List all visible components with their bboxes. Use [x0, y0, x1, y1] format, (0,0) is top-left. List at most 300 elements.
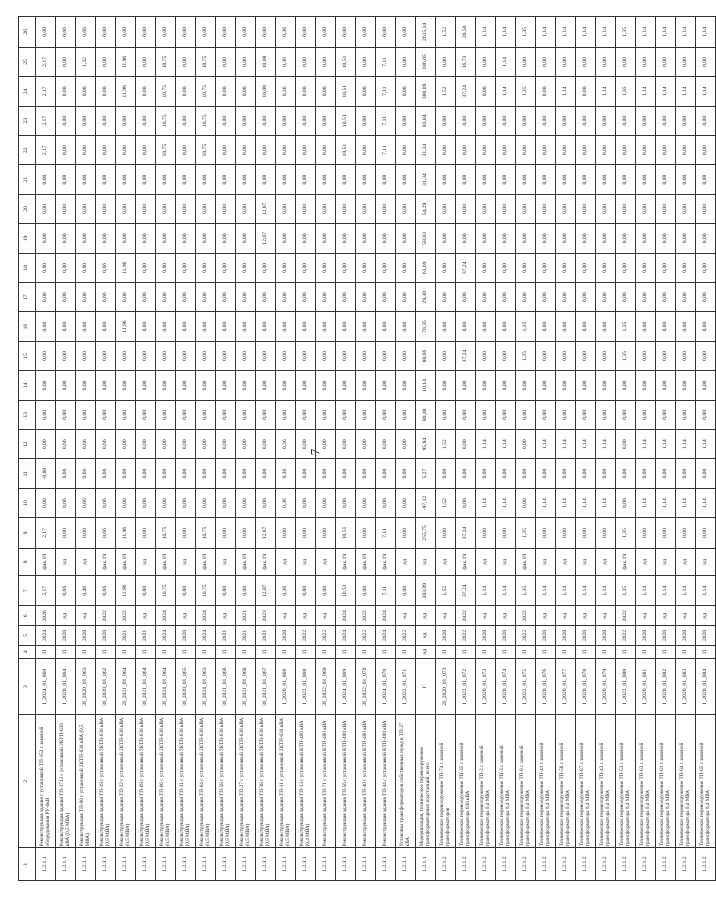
value-cell: 0,00 — [596, 518, 616, 549]
value-cell: 0,00 — [76, 224, 96, 253]
value-cell: 0,00 — [36, 488, 56, 517]
project-id-cell: 3I_2021_01_067 — [256, 658, 276, 715]
value-cell: 0,00 — [496, 283, 516, 312]
value-cell: 0,00 — [336, 194, 356, 223]
value-cell: 0,00 — [96, 135, 116, 164]
row-index-cell: 1.2.3.1 — [196, 848, 216, 881]
column-number-header: 12 — [19, 430, 36, 459]
row-index-cell: 1.2.1.2 — [596, 848, 616, 881]
value-cell: 0,00 — [636, 400, 656, 429]
value-cell: 0,00 — [616, 165, 636, 194]
value-cell: 10,75 — [196, 575, 216, 606]
value-cell: П — [136, 645, 156, 658]
table-row — [396, 17, 416, 881]
value-cell: 37,24 — [456, 253, 476, 282]
value-cell: 0,00 — [576, 224, 596, 253]
value-cell: 0,00 — [176, 135, 196, 164]
value-cell: 0,00 — [376, 165, 396, 194]
row-index-cell: 1.2.1.2 — [476, 848, 496, 881]
value-cell: 1,52 — [436, 488, 456, 517]
value-cell: 0,00 — [696, 283, 716, 312]
value-cell: 1,35 — [516, 518, 536, 549]
value-cell: 1,14 — [576, 17, 596, 48]
value-cell: нд — [696, 548, 716, 575]
value-cell: 20,50 — [456, 17, 476, 48]
row-index-cell: 1.2.1.2 — [436, 848, 456, 881]
project-id-cell: I_2020_01_082 — [656, 658, 676, 715]
value-cell: нд — [276, 548, 296, 575]
value-cell: 0,00 — [396, 488, 416, 517]
value-cell: 0,00 — [196, 224, 216, 253]
value-cell: П — [456, 645, 476, 658]
value-cell: 1,52 — [436, 575, 456, 606]
value-cell: 0,00 — [36, 17, 56, 48]
project-name-cell: Реконструкция ТП-90 с установкой 2КТП-630 кВА (0,5 МВА) — [76, 715, 96, 848]
column-number-header: 4 — [19, 645, 36, 658]
value-cell: нд — [696, 606, 716, 626]
value-cell: нд — [436, 606, 456, 626]
value-cell: 0,00 — [116, 459, 136, 488]
table-row — [316, 17, 336, 881]
value-cell: 0,00 — [696, 371, 716, 400]
value-cell: 11,96 — [116, 47, 136, 76]
value-cell: 0,00 — [436, 106, 456, 135]
value-cell: 16,73 — [456, 47, 476, 76]
value-cell: П — [356, 645, 376, 658]
value-cell: 0,00 — [236, 400, 256, 429]
project-name-cell: Реконструкция здания ТП-1713 с установкой 2КТП-630 кВА (0,5 МВА) — [56, 715, 76, 848]
value-cell: 1,14 — [496, 575, 516, 606]
value-cell: 0,00 — [516, 47, 536, 76]
table-row — [556, 17, 576, 881]
value-cell: 0,00 — [436, 194, 456, 223]
value-cell: 0,00 — [376, 430, 396, 459]
column-number-header: 10 — [19, 488, 36, 517]
value-cell: 0,00 — [596, 400, 616, 429]
value-cell: 0,00 — [456, 283, 476, 312]
value-cell: 2020 — [176, 626, 196, 646]
value-cell: 0,00 — [696, 135, 716, 164]
project-id-cell: 2I_2021_01_064 — [116, 658, 136, 715]
value-cell: 0,00 — [356, 312, 376, 341]
value-cell: 10,75 — [196, 135, 216, 164]
value-cell: 1,35 — [616, 77, 636, 106]
value-cell: 0,00 — [596, 312, 616, 341]
project-name-cell: Техническое перевооружение ТП-61 с заменой трансформатора 0,4 МВА — [656, 715, 676, 848]
value-cell: 0,00 — [396, 312, 416, 341]
value-cell: 0,00 — [256, 135, 276, 164]
value-cell: 1,14 — [476, 488, 496, 517]
value-cell: 1,14 — [676, 430, 696, 459]
value-cell: 0,00 — [176, 341, 196, 370]
value-cell: 0,00 — [336, 17, 356, 48]
column-number-header: 26 — [19, 17, 36, 48]
value-cell: 0,00 — [276, 106, 296, 135]
value-cell: 0,00 — [136, 459, 156, 488]
value-cell: 0,00 — [576, 371, 596, 400]
value-cell: нд — [136, 548, 156, 575]
value-cell: 1,14 — [636, 17, 656, 48]
value-cell: 2615,14 — [416, 17, 436, 48]
value-cell: нд — [216, 548, 236, 575]
value-cell: 0,00 — [316, 518, 336, 549]
value-cell: 70,35 — [416, 312, 436, 341]
row-index-cell: 1.2.1.2 — [676, 848, 696, 881]
value-cell: 0,00 — [196, 488, 216, 517]
value-cell: 0,00 — [596, 341, 616, 370]
value-cell: 2021 — [216, 626, 236, 646]
value-cell: 0,00 — [616, 106, 636, 135]
value-cell: 0,00 — [116, 135, 136, 164]
project-name-cell: Реконструкция здания ТП-38 с установкой 2КТП-630 кВА (0,5 МВА) — [256, 715, 276, 848]
value-cell: нд — [56, 548, 76, 575]
value-cell: нд — [596, 606, 616, 626]
value-cell: 0,00 — [196, 459, 216, 488]
value-cell: 0,00 — [436, 135, 456, 164]
value-cell: 0,00 — [396, 17, 416, 48]
value-cell: 2,17 — [36, 77, 56, 106]
value-cell: 0,00 — [116, 341, 136, 370]
value-cell: 0,66 — [76, 459, 96, 488]
table-row — [456, 17, 476, 881]
column-number-header: 1 — [19, 848, 36, 881]
value-cell: 58,83 — [416, 224, 436, 253]
value-cell: 0,66 — [96, 283, 116, 312]
project-id-cell: I_2022_01_080 — [616, 658, 636, 715]
table-row — [156, 17, 176, 881]
value-cell: 0,00 — [596, 194, 616, 223]
table-row — [596, 17, 616, 881]
column-number-header: 13 — [19, 400, 36, 429]
table-row — [376, 17, 396, 881]
value-cell: 0,00 — [316, 106, 336, 135]
value-cell: 1,35 — [616, 518, 636, 549]
value-cell: 1,14 — [576, 575, 596, 606]
value-cell: 0,00 — [376, 17, 396, 48]
value-cell: 0,66 — [96, 488, 116, 517]
value-cell: нд — [556, 548, 576, 575]
value-cell: 0,00 — [216, 518, 236, 549]
value-cell: 7,11 — [376, 575, 396, 606]
value-cell: 0,00 — [336, 459, 356, 488]
value-cell: 0,00 — [376, 224, 396, 253]
value-cell: 0,00 — [196, 253, 216, 282]
value-cell: П — [216, 645, 236, 658]
row-index-cell: 1.2.3.1 — [216, 848, 236, 881]
value-cell: 2020 — [76, 626, 96, 646]
value-cell: 0,00 — [536, 224, 556, 253]
value-cell: 0,00 — [156, 17, 176, 48]
value-cell: 12,87 — [256, 575, 276, 606]
value-cell: 0,00 — [136, 165, 156, 194]
value-cell: 0,00 — [296, 106, 316, 135]
value-cell: 0,00 — [476, 283, 496, 312]
value-cell: 0,00 — [136, 488, 156, 517]
value-cell: 0,66 — [56, 430, 76, 459]
value-cell: нд — [416, 548, 436, 575]
value-cell: 2024 — [36, 626, 56, 646]
value-cell: 0,36 — [276, 430, 296, 459]
column-number-header: 18 — [19, 253, 36, 282]
value-cell: 0,00 — [76, 135, 96, 164]
value-cell: 0,36 — [276, 77, 296, 106]
value-cell: 2020 — [656, 626, 676, 646]
value-cell: нд — [656, 606, 676, 626]
value-cell: 0,00 — [576, 165, 596, 194]
value-cell: 0,00 — [496, 371, 516, 400]
value-cell: 0,00 — [196, 283, 216, 312]
value-cell: 1,14 — [476, 17, 496, 48]
project-name-cell: Техническое перевооружение ТП-53 с заменой трансформатора 0,4 МВА — [616, 715, 636, 848]
value-cell: 0,00 — [236, 47, 256, 76]
value-cell: 0,00 — [396, 77, 416, 106]
value-cell: 0,00 — [336, 371, 356, 400]
project-name-cell: Реконструкция здания ТП-44 с установкой КТП-400 кВА — [376, 715, 396, 848]
project-id-cell: I_2020_01_083 — [676, 658, 696, 715]
value-cell: 0,36 — [276, 575, 296, 606]
value-cell: 2020 — [276, 626, 296, 646]
value-cell: 0,00 — [536, 47, 556, 76]
value-cell: 0,00 — [556, 518, 576, 549]
value-cell: 0,00 — [136, 194, 156, 223]
row-index-cell: 1.2.3.1 — [136, 848, 156, 881]
value-cell: 1,14 — [576, 430, 596, 459]
value-cell: П — [556, 645, 576, 658]
row-index-cell: 1.2.3.1 — [356, 848, 376, 881]
value-cell: 10,75 — [156, 575, 176, 606]
value-cell: 0,00 — [696, 312, 716, 341]
value-cell: 0,00 — [196, 17, 216, 48]
value-cell: 0,00 — [616, 371, 636, 400]
value-cell: 0,00 — [436, 400, 456, 429]
value-cell: 0,00 — [156, 253, 176, 282]
value-cell: 0,00 — [216, 224, 236, 253]
value-cell: 0,00 — [156, 224, 176, 253]
value-cell: 0,00 — [176, 371, 196, 400]
value-cell: 0,00 — [196, 312, 216, 341]
value-cell: 1,14 — [556, 430, 576, 459]
table-row — [116, 17, 136, 881]
value-cell: 0,00 — [316, 47, 336, 76]
value-cell: 2020 — [696, 626, 716, 646]
value-cell: П — [596, 645, 616, 658]
value-cell: 0,00 — [676, 165, 696, 194]
table-row — [656, 17, 676, 881]
value-cell: П — [116, 645, 136, 658]
table-row — [276, 17, 296, 881]
value-cell: 0,00 — [596, 459, 616, 488]
value-cell: 0,00 — [396, 106, 416, 135]
value-cell: фак.19 — [356, 548, 376, 575]
value-cell: 0,00 — [76, 518, 96, 549]
value-cell: 0,00 — [676, 253, 696, 282]
project-name-cell: Реконструкция здания ТП-11 с установкой 2КТП-630 кВА (0,5 МВА) — [276, 715, 296, 848]
value-cell: 0,00 — [316, 283, 336, 312]
value-cell: 0,00 — [156, 312, 176, 341]
value-cell: 0,00 — [516, 106, 536, 135]
value-cell: 0,00 — [456, 312, 476, 341]
value-cell: 2022 — [616, 626, 636, 646]
value-cell: 0,00 — [296, 194, 316, 223]
value-cell: 0,00 — [436, 518, 456, 549]
project-id-cell: 3I_2020_01_063 — [76, 658, 96, 715]
value-cell: 0,00 — [136, 575, 156, 606]
project-name-cell: Техническое перевооружение ТП-3 с заменой трансформатора 0,4 МВА — [496, 715, 516, 848]
value-cell: 1,14 — [696, 77, 716, 106]
value-cell: 0,00 — [676, 459, 696, 488]
value-cell: 0,00 — [356, 283, 376, 312]
value-cell: 1,14 — [596, 77, 616, 106]
value-cell: 10,75 — [196, 47, 216, 76]
value-cell: 0,00 — [236, 575, 256, 606]
value-cell: фак.19 — [616, 548, 636, 575]
value-cell: 5,27 — [416, 459, 436, 488]
value-cell: 0,00 — [376, 253, 396, 282]
value-cell: 0,00 — [136, 283, 156, 312]
value-cell: 0,00 — [76, 253, 96, 282]
value-cell: 0,00 — [696, 106, 716, 135]
value-cell: нд — [56, 606, 76, 626]
project-id-cell: I_2024_01_069 — [336, 658, 356, 715]
value-cell: 0,00 — [136, 77, 156, 106]
value-cell: П — [696, 645, 716, 658]
value-cell: 0,00 — [136, 135, 156, 164]
value-cell: 0,00 — [316, 400, 336, 429]
value-cell: 0,00 — [356, 575, 376, 606]
value-cell: 0,00 — [156, 459, 176, 488]
row-index-cell: 1.2.3.1 — [316, 848, 336, 881]
value-cell: 2,17 — [36, 106, 56, 135]
value-cell: 0,00 — [236, 17, 256, 48]
value-cell: 0,00 — [576, 283, 596, 312]
value-cell: 11,96 — [116, 77, 136, 106]
column-number-header: 20 — [19, 194, 36, 223]
value-cell: 1,14 — [556, 77, 576, 106]
value-cell: 0,00 — [656, 283, 676, 312]
value-cell: 0,00 — [476, 312, 496, 341]
value-cell: нд — [436, 548, 456, 575]
table-body — [36, 17, 716, 881]
table-row — [216, 17, 236, 881]
value-cell: 0,00 — [296, 165, 316, 194]
value-cell: 10,75 — [156, 518, 176, 549]
value-cell: 10,51 — [336, 77, 356, 106]
project-name-cell: Реконструкция здания ТП-71 с установкой КТП-400 кВА — [316, 715, 336, 848]
value-cell: 0,00 — [636, 312, 656, 341]
value-cell: 0,00 — [396, 518, 416, 549]
value-cell: нд — [396, 548, 416, 575]
value-cell: 0,00 — [356, 341, 376, 370]
value-cell: 0,00 — [556, 371, 576, 400]
value-cell: 10,75 — [156, 47, 176, 76]
value-cell: 0,00 — [596, 283, 616, 312]
value-cell: 0,00 — [136, 371, 156, 400]
value-cell: 0,00 — [496, 106, 516, 135]
value-cell: 0,00 — [656, 47, 676, 76]
value-cell: 0,00 — [296, 135, 316, 164]
value-cell: 0,00 — [536, 165, 556, 194]
value-cell: 0,00 — [396, 371, 416, 400]
value-cell: 0,00 — [136, 106, 156, 135]
table-row — [676, 17, 696, 881]
value-cell: 0,00 — [496, 459, 516, 488]
value-cell: 1,14 — [536, 488, 556, 517]
value-cell: нд — [296, 548, 316, 575]
value-cell: 0,00 — [396, 341, 416, 370]
value-cell: 0,00 — [576, 135, 596, 164]
value-cell: 0,00 — [456, 165, 476, 194]
value-cell: 1,14 — [496, 488, 516, 517]
value-cell: 0,00 — [636, 253, 656, 282]
value-cell: 0,00 — [616, 47, 636, 76]
project-id-cell: I_2020_01_074 — [496, 658, 516, 715]
value-cell: 0,00 — [36, 400, 56, 429]
value-cell: 0,00 — [296, 488, 316, 517]
value-cell: П — [236, 645, 256, 658]
project-name-cell: Техническое перевооружение ТП-58 с заменой трансформатора 0,4 МВА — [556, 715, 576, 848]
value-cell: 2020 — [596, 626, 616, 646]
value-cell: 0,00 — [696, 341, 716, 370]
value-cell: 0,00 — [536, 253, 556, 282]
value-cell: 0,66 — [96, 575, 116, 606]
value-cell: 2020 — [56, 626, 76, 646]
value-cell: 0,66 — [96, 459, 116, 488]
value-cell: 0,00 — [176, 253, 196, 282]
table-row — [76, 17, 96, 881]
value-cell: 0,00 — [696, 47, 716, 76]
value-cell: П — [476, 645, 496, 658]
value-cell: 1,14 — [556, 488, 576, 517]
value-cell: 83,84 — [416, 106, 436, 135]
value-cell: 0,00 — [396, 575, 416, 606]
project-name-cell: Реконструкция здания ТП-31 с установкой 2КТП-630 кВА (0,5 МВА) — [176, 715, 196, 848]
value-cell: 0,00 — [236, 459, 256, 488]
value-cell: 0,00 — [356, 165, 376, 194]
project-name-cell: Техническое перевооружение ТП-2 с заменой трансформатора 0,4 МВА — [476, 715, 496, 848]
value-cell: 0,00 — [456, 400, 476, 429]
table-row — [236, 17, 256, 881]
value-cell: нд — [176, 548, 196, 575]
value-cell: нд — [536, 606, 556, 626]
value-cell: 0,00 — [436, 283, 456, 312]
value-cell: 0,00 — [556, 459, 576, 488]
value-cell: нд — [636, 548, 656, 575]
value-cell: 1,14 — [656, 488, 676, 517]
value-cell: 0,00 — [516, 135, 536, 164]
value-cell: 7,11 — [376, 518, 396, 549]
row-index-cell: 1.2.1.1 — [36, 848, 56, 881]
value-cell: 0,00 — [56, 400, 76, 429]
value-cell: 12,87 — [256, 224, 276, 253]
value-cell: 380,09 — [416, 77, 436, 106]
value-cell: 2022 — [296, 626, 316, 646]
value-cell: 0,00 — [56, 135, 76, 164]
value-cell: 2020 — [576, 626, 596, 646]
value-cell: 0,00 — [396, 47, 416, 76]
value-cell: 37,24 — [456, 341, 476, 370]
value-cell: нд — [216, 606, 236, 626]
value-cell: 0,00 — [256, 459, 276, 488]
value-cell: 0,00 — [276, 283, 296, 312]
value-cell: 0,00 — [516, 253, 536, 282]
value-cell: 2,17 — [36, 135, 56, 164]
project-id-cell: I_2022_01_075 — [516, 658, 536, 715]
value-cell: 0,00 — [356, 430, 376, 459]
value-cell: 1,35 — [616, 341, 636, 370]
value-cell: 0,00 — [256, 106, 276, 135]
value-cell: 0,00 — [696, 224, 716, 253]
value-cell: 0,00 — [396, 224, 416, 253]
